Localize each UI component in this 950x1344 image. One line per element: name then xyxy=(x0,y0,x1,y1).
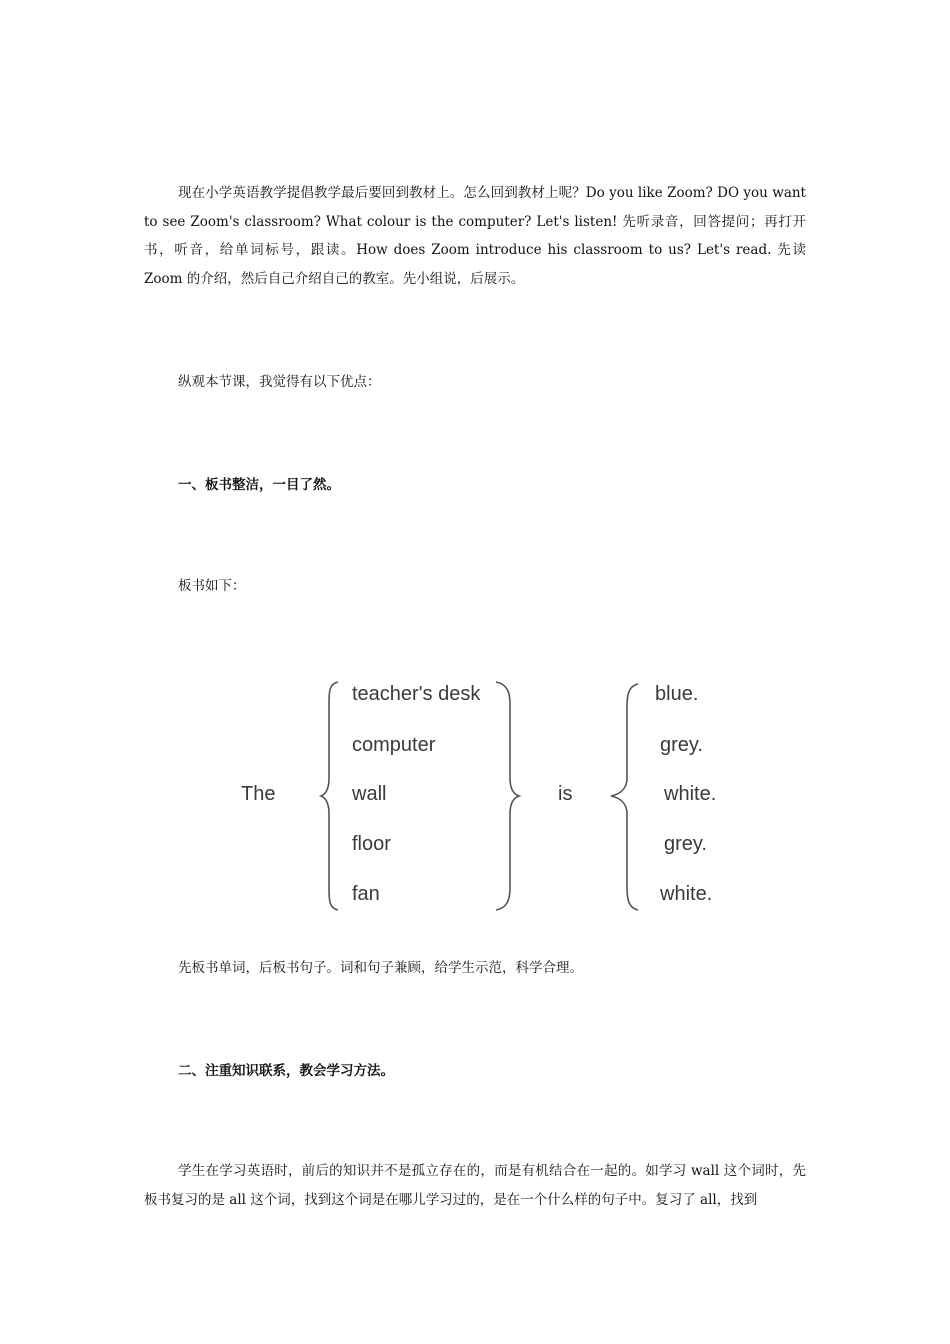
board-color-4: grey. xyxy=(664,833,707,855)
board-color-2: grey. xyxy=(660,734,703,756)
board-color-3: white. xyxy=(664,783,717,805)
left-brace-close xyxy=(494,680,522,912)
board-color-5: white. xyxy=(660,883,713,905)
right-brace-open xyxy=(607,682,641,912)
board-verb: is xyxy=(558,783,573,805)
board-noun-4: floor xyxy=(352,833,391,855)
board-noun-5: fan xyxy=(352,883,380,905)
board-color-1: blue. xyxy=(655,683,699,705)
board-noun-1: teacher's desk xyxy=(352,683,481,705)
board-noun-2: computer xyxy=(352,734,436,756)
board-explanation-line: 先板书单词，后板书句子。词和句子兼顾，给学生示范，科学合理。 xyxy=(178,960,583,976)
section-heading-1: 一、板书整洁，一目了然。 xyxy=(178,477,340,493)
section-heading-2: 二、注重知识联系，教会学习方法。 xyxy=(178,1063,394,1079)
intro-paragraph: 现在小学英语教学提倡教学最后要回到教材上。怎么回到教材上呢？Do you like Zoom? DO you want to see Zoom's classroom? What colour is the computer? Let's listen! 先听录音，回答提问；再打开书，听音，给单词标号，跟读。How does Zoom introduce his classroom to us? Let's read. 先读 Zoom 的介绍，然后自己介绍自己的教室。先小组说，后展示。 xyxy=(144,185,806,287)
board-noun-3: wall xyxy=(352,783,387,805)
board-intro-line: 板书如下： xyxy=(178,578,246,594)
knowledge-paragraph: 学生在学习英语时，前后的知识并不是孤立存在的，而是有机结合在一起的。如学习 wall 这个词时，先板书复习的是 all 这个词，找到这个词是在哪儿学习过的，是在一个什么样的句子中。复习了 all，找到 xyxy=(144,1163,806,1208)
left-brace-open xyxy=(318,680,342,912)
board-subject: The xyxy=(241,783,276,805)
summary-line: 纵观本节课，我觉得有以下优点： xyxy=(178,374,381,390)
